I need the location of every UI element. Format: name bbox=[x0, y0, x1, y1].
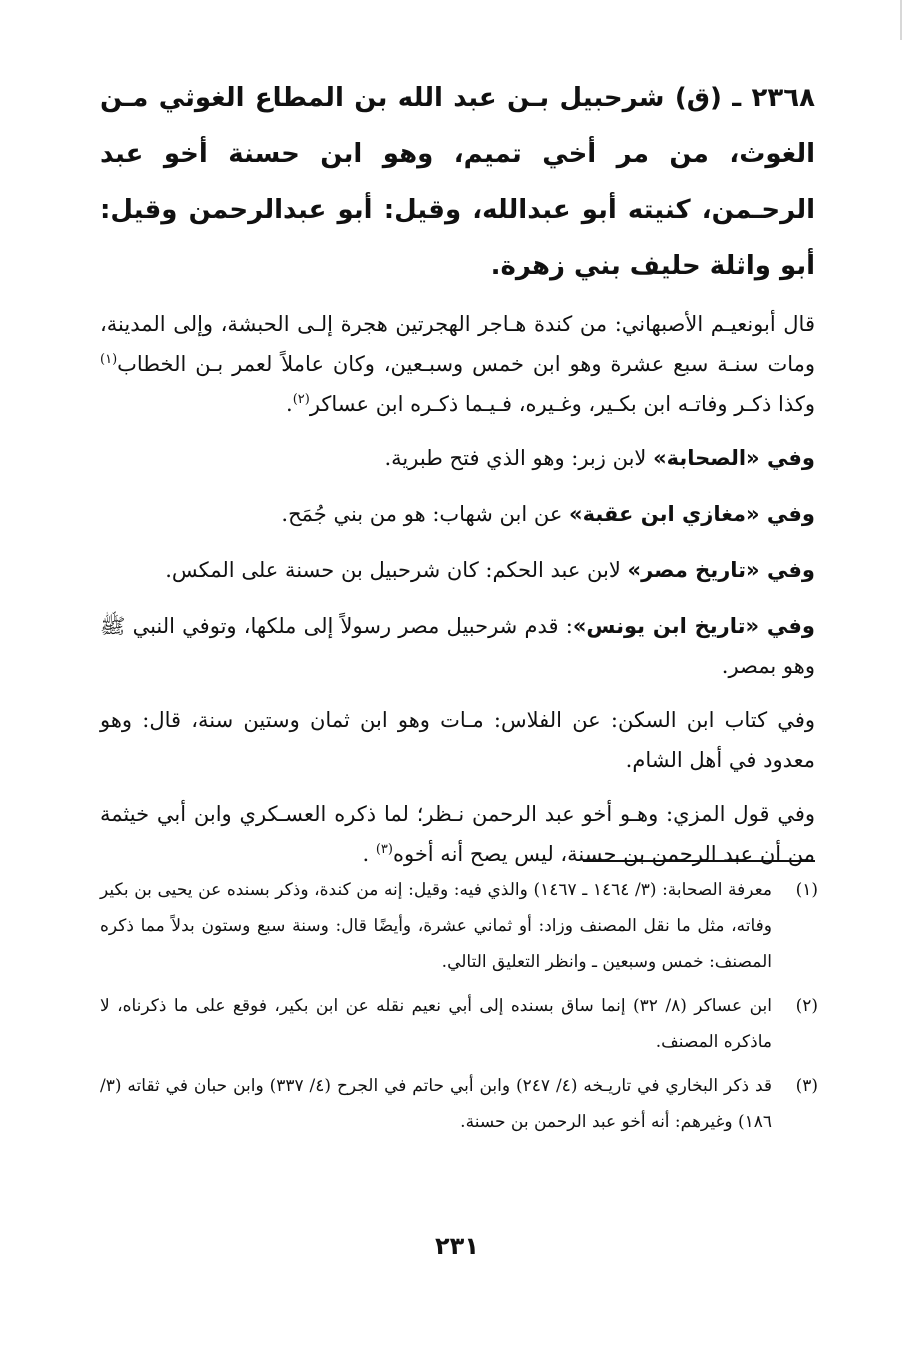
footnote-number: (٢) bbox=[795, 996, 818, 1016]
paragraph-text: عن ابن شهاب: هو من بني جُمَح. bbox=[281, 502, 570, 526]
source-title: وفي قول المزي: bbox=[666, 802, 815, 826]
source-title: وفي «الصحابة» bbox=[653, 446, 815, 470]
paragraph-tarikh-misr bbox=[100, 550, 815, 590]
source-title: وفي «تاريخ مصر» bbox=[627, 558, 815, 582]
source-title: وفي «مغازي ابن عقبة» bbox=[569, 502, 815, 526]
footnote-ref-1[interactable]: (١) bbox=[100, 352, 118, 367]
paragraph-ibn-sakan bbox=[100, 700, 815, 780]
footnote-text: معرفة الصحابة: (٣/ ١٤٦٤ ـ ١٤٦٧) والذي فيه: وقيل: إنه من كندة، وذكر بسنده عن يحيى بن بكير وفاته، مثل ما نقل المصنف وزاد: أو ثماني عشرة، وأيضًا قال: وسنة سبع وستون بدلاً مما ذكره المصنف: خمس وسبعين ـ وانظر التعليق التالي. bbox=[100, 880, 772, 972]
paragraph-text: لابن زبر: وهو الذي فتح طبرية. bbox=[384, 446, 654, 470]
paragraph-text: لابن عبد الحكم: كان شرحبيل بن حسنة على المكس. bbox=[165, 558, 628, 582]
source-title: وفي كتاب ابن السكن: bbox=[610, 708, 815, 732]
paragraph-maghazi bbox=[100, 494, 815, 534]
footnote-3 bbox=[100, 1068, 818, 1140]
footnote-ref-2[interactable]: (٢) bbox=[292, 392, 310, 407]
paragraph-text: عن الفلاس: مـات وهو ابن ثمان وستين سنة، قال: وهو معدود في أهل الشام. bbox=[100, 708, 815, 772]
footnote-text: ابن عساكر (٨/ ٣٢) إنما ساق بسنده إلى أبي نعيم نقله عن ابن بكير، فوقع على ما ذكرناه، لا ماذكره المصنف. bbox=[100, 996, 772, 1052]
footnote-1 bbox=[100, 872, 818, 980]
paragraph-text: وهـو أخو عبد الرحمن نـظر؛ لما ذكره العسـكري وابن أبي خيثمة من أن عبد الرحمن بن حسنة، ليس يصح أنه أخوه bbox=[100, 802, 815, 866]
footnote-number: (١) bbox=[795, 880, 818, 900]
paragraph-text: : قدم شرحبيل مصر رسولاً إلى ملكها، وتوفي النبي ﷺ وهو بمصر. bbox=[100, 614, 815, 678]
paragraph-abu-nuaim bbox=[100, 304, 815, 424]
footnote-separator bbox=[583, 860, 815, 862]
paragraph-end: . bbox=[286, 392, 293, 416]
paragraph-text: وكذا ذكـر وفاتـه ابن بكـير، وغـيره، فـيـما ذكـره ابن عساكر bbox=[309, 392, 815, 416]
footnote-2 bbox=[100, 988, 818, 1060]
source-title: وفي «تاريخ ابن يونس» bbox=[572, 614, 815, 638]
paragraph-mizzi bbox=[100, 794, 815, 874]
entry-heading: ٢٣٦٨ ـ (ق) شرحبيل بـن عبد الله بن المطاع الغوثي مـن الغوث، من مر أخي تميم، وهو ابن حسنة أخو عبد الرحـمن، كنيته أبو عبدالله، وقيل: أبو عبدالرحمن وقيل: أبو واثلة حليف بني زهرة. bbox=[100, 83, 815, 281]
paragraph-sahaba bbox=[100, 438, 815, 478]
footnote-text: قد ذكر البخاري في تاريـخه (٤/ ٢٤٧) وابن أبي حاتم في الجرح (٤/ ٣٣٧) وابن حبان في ثقاته (٣/ ١٨٦) وغيرهم: أنه أخو عبد الرحمن بن حسنة. bbox=[100, 1076, 772, 1132]
main-text bbox=[100, 70, 815, 888]
page-number: ٢٣١ bbox=[435, 1232, 479, 1260]
footnote-ref-3[interactable]: (٣) bbox=[375, 842, 393, 857]
paragraph-text: قال أبونعيـم الأصبهاني: من كندة هـاجر الهجرتين هجرة إلـى الحبشة، وإلى المدينة، ومات سنـة سبع عشرة وهو ابن خمس وسبـعين، وكان عاملاً لعمر بـن الخطاب bbox=[100, 312, 815, 376]
scan-edge-mark bbox=[900, 0, 902, 40]
footnote-number: (٣) bbox=[795, 1076, 818, 1096]
paragraph-end: . bbox=[362, 842, 376, 866]
footnotes bbox=[100, 872, 818, 1148]
paragraph-ibn-yunus bbox=[100, 606, 815, 686]
